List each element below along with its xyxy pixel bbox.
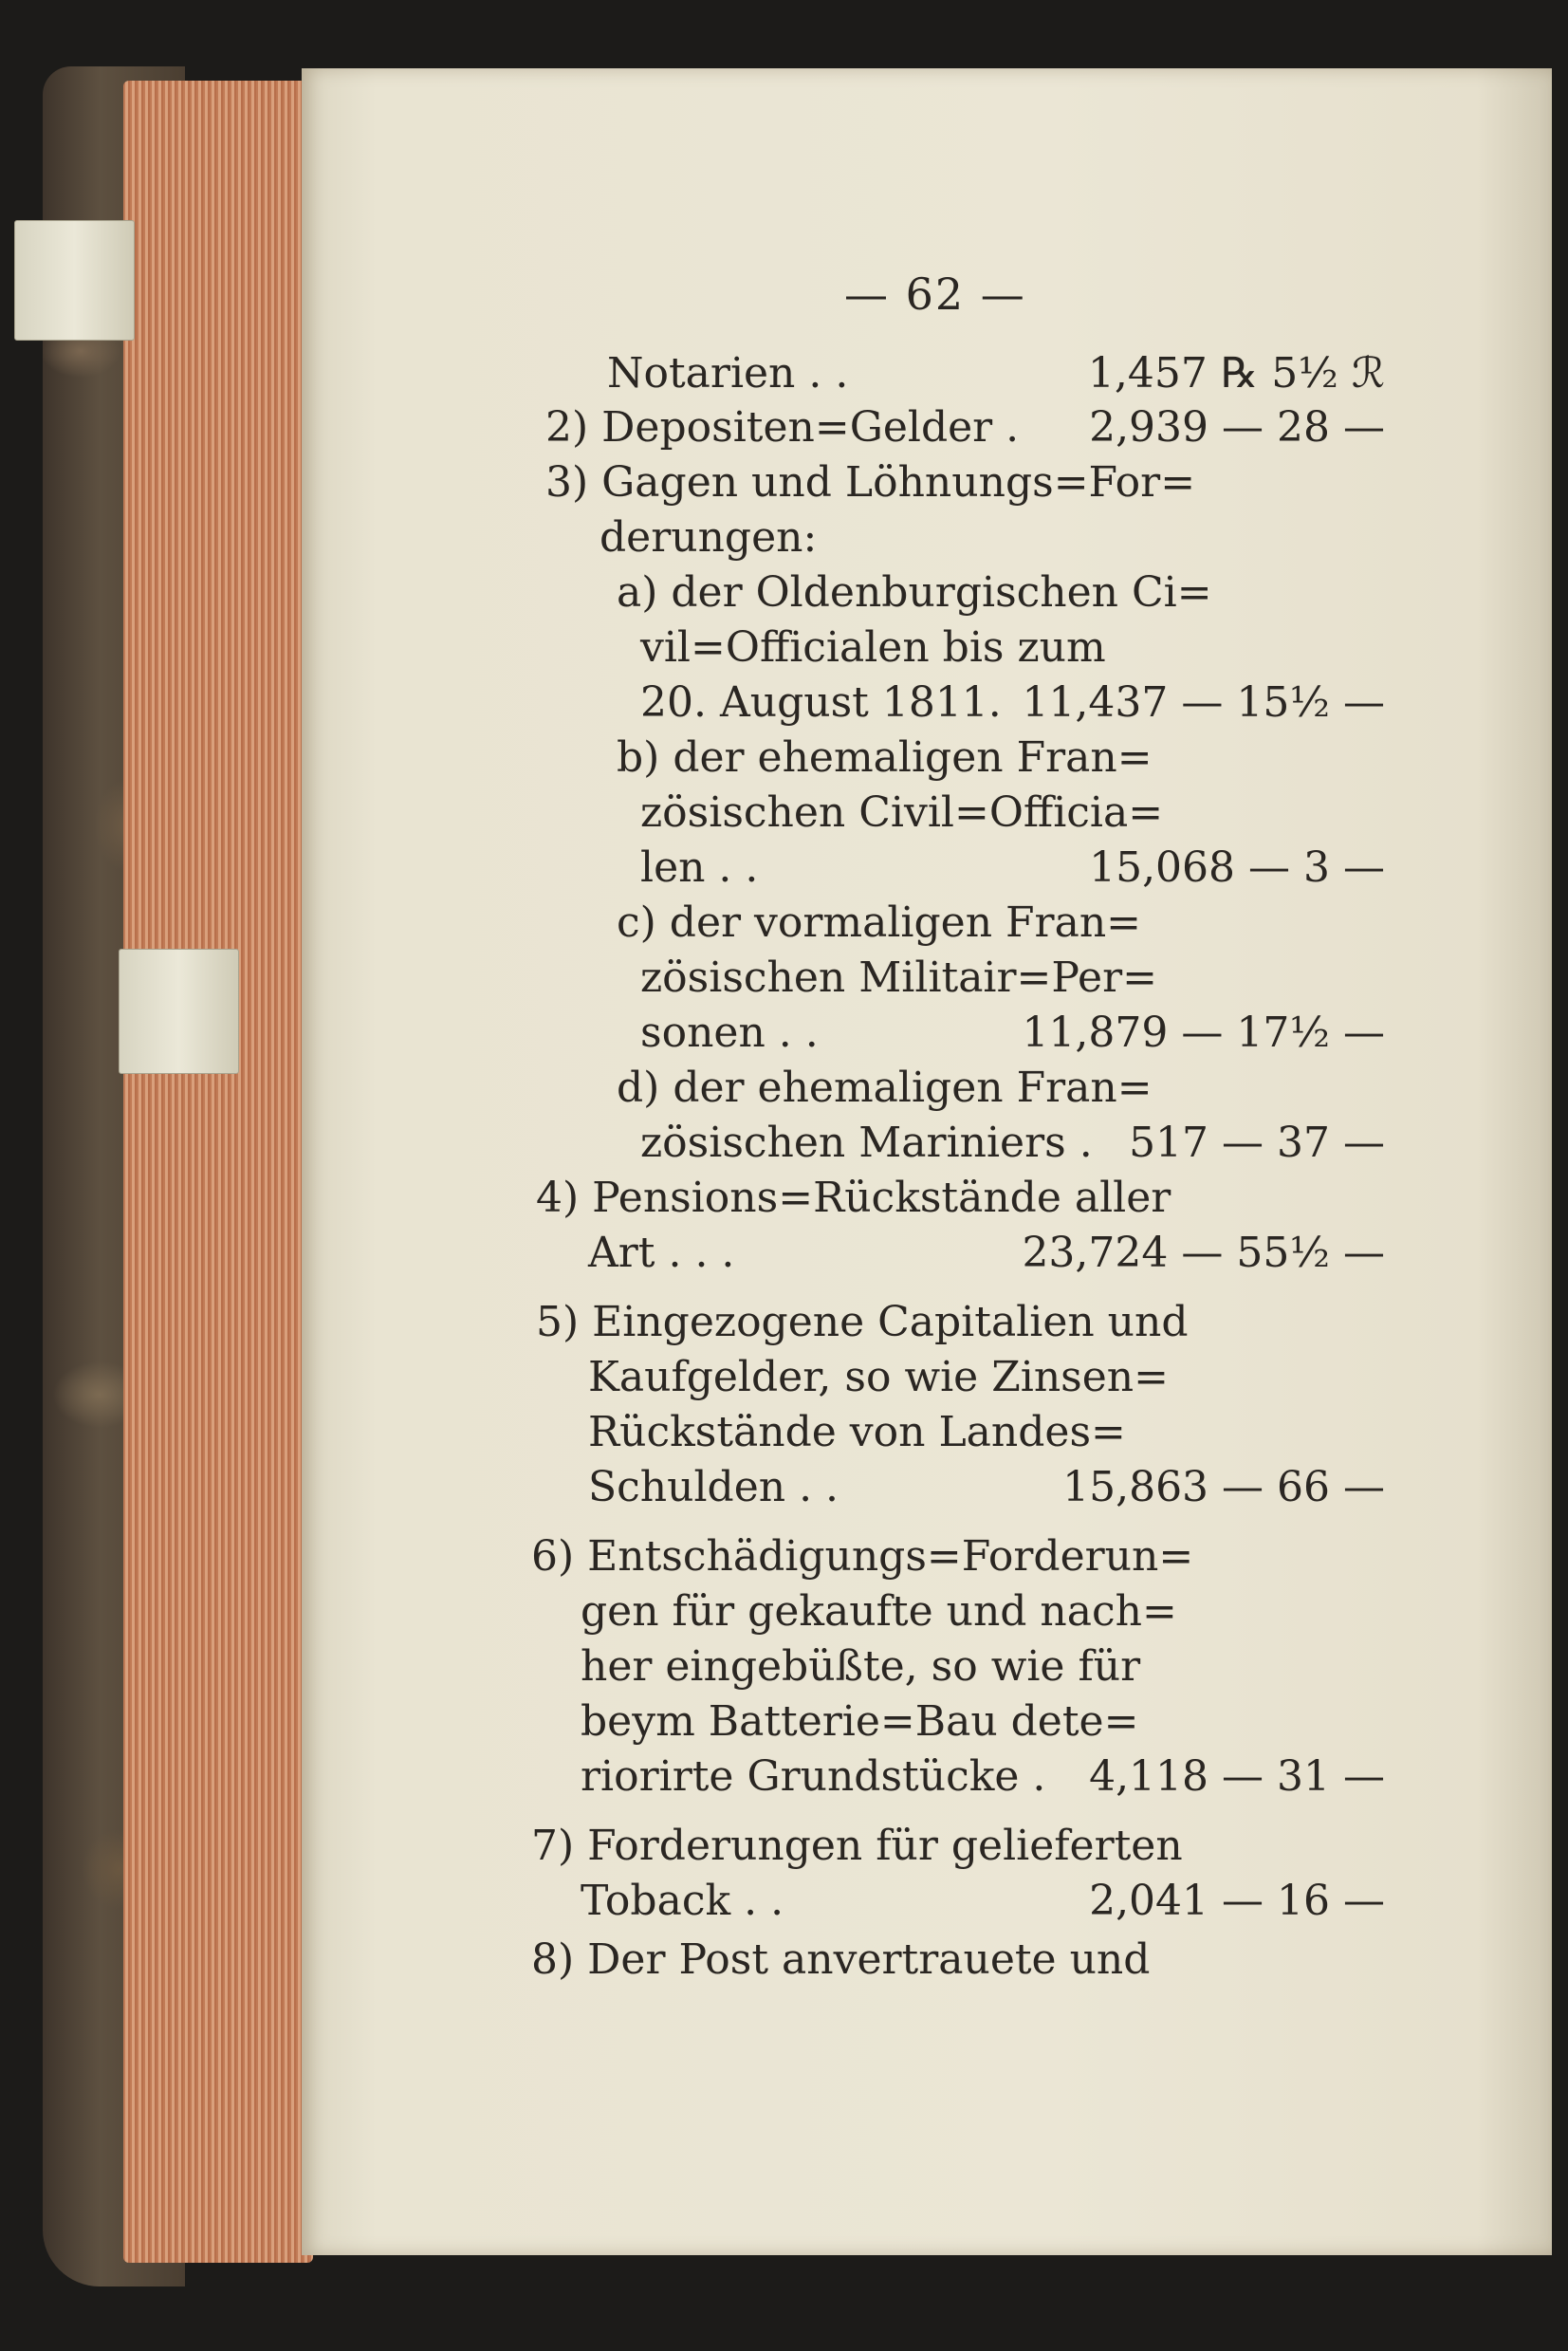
page-edges — [123, 81, 313, 2263]
entry-text: her eingebüßte, so wie für — [581, 1642, 1141, 1691]
entry-text: zösischen Mariniers . — [640, 1119, 1093, 1167]
entry-text: beym Batterie=Bau dete= — [581, 1697, 1139, 1746]
bookmark-tab-top[interactable] — [14, 220, 135, 341]
entry-text: 5) Eingezogene Capitalien und — [536, 1298, 1189, 1346]
entry-text: b) der ehemaligen Fran= — [617, 733, 1153, 782]
entry-text: Schulden . . — [588, 1463, 839, 1511]
entry-text: vil=Officialen bis zum — [640, 623, 1106, 672]
entry-text: len . . — [640, 843, 759, 892]
entry-amount: 2,041 — 16 — — [1089, 1877, 1385, 1925]
entry-text: a) der Oldenburgischen Ci= — [617, 568, 1212, 617]
entry-text: Art . . . — [588, 1229, 735, 1277]
entry-text: Notarien . . — [607, 349, 849, 398]
entry-text: c) der vormaligen Fran= — [617, 898, 1142, 947]
entry-text: Rückstände von Landes= — [588, 1408, 1126, 1456]
entry-text: Kaufgelder, so wie Zinsen= — [588, 1353, 1170, 1401]
entry-text: gen für gekaufte und nach= — [581, 1587, 1177, 1636]
entry-text: 8) Der Post anvertrauete und — [531, 1935, 1151, 1984]
entry-amount: 23,724 — 55½ — — [1022, 1229, 1385, 1277]
page-number: — 62 — — [844, 268, 1026, 320]
entry-amount: 11,879 — 17½ — — [1022, 1009, 1385, 1057]
entry-text: zösischen Civil=Officia= — [640, 788, 1164, 837]
entry-text: d) der ehemaligen Fran= — [617, 1064, 1153, 1112]
bookmark-tab-middle[interactable] — [119, 949, 239, 1074]
entry-text: Toback . . — [581, 1877, 784, 1925]
entry-amount: 517 — 37 — — [1129, 1119, 1385, 1167]
entry-text: 4) Pensions=Rückstände aller — [536, 1174, 1171, 1222]
entry-amount: 15,068 — 3 — — [1089, 843, 1385, 892]
entry-amount: 15,863 — 66 — — [1062, 1463, 1385, 1511]
entry-text: 3) Gagen und Löhnungs=For= — [545, 458, 1196, 507]
entry-amount: 4,118 — 31 — — [1089, 1752, 1385, 1801]
entry-amount: 1,457 ℞ 5½ ℛ — [1087, 349, 1385, 398]
entry-text: zösischen Militair=Per= — [640, 953, 1157, 1002]
entry-text: 7) Forderungen für gelieferten — [531, 1822, 1183, 1870]
entry-text: sonen . . — [640, 1009, 819, 1057]
entry-text: 2) Depositen=Gelder . — [545, 403, 1020, 452]
entry-amount: 2,939 — 28 — — [1089, 403, 1385, 452]
entry-amount: 11,437 — 15½ — — [1022, 678, 1385, 727]
entry-text: derungen: — [600, 513, 818, 562]
entry-text: 20. August 1811. — [640, 678, 1002, 727]
entry-text: 6) Entschädigungs=Forderun= — [531, 1532, 1194, 1581]
entry-text: riorirte Grundstücke . — [581, 1752, 1046, 1801]
